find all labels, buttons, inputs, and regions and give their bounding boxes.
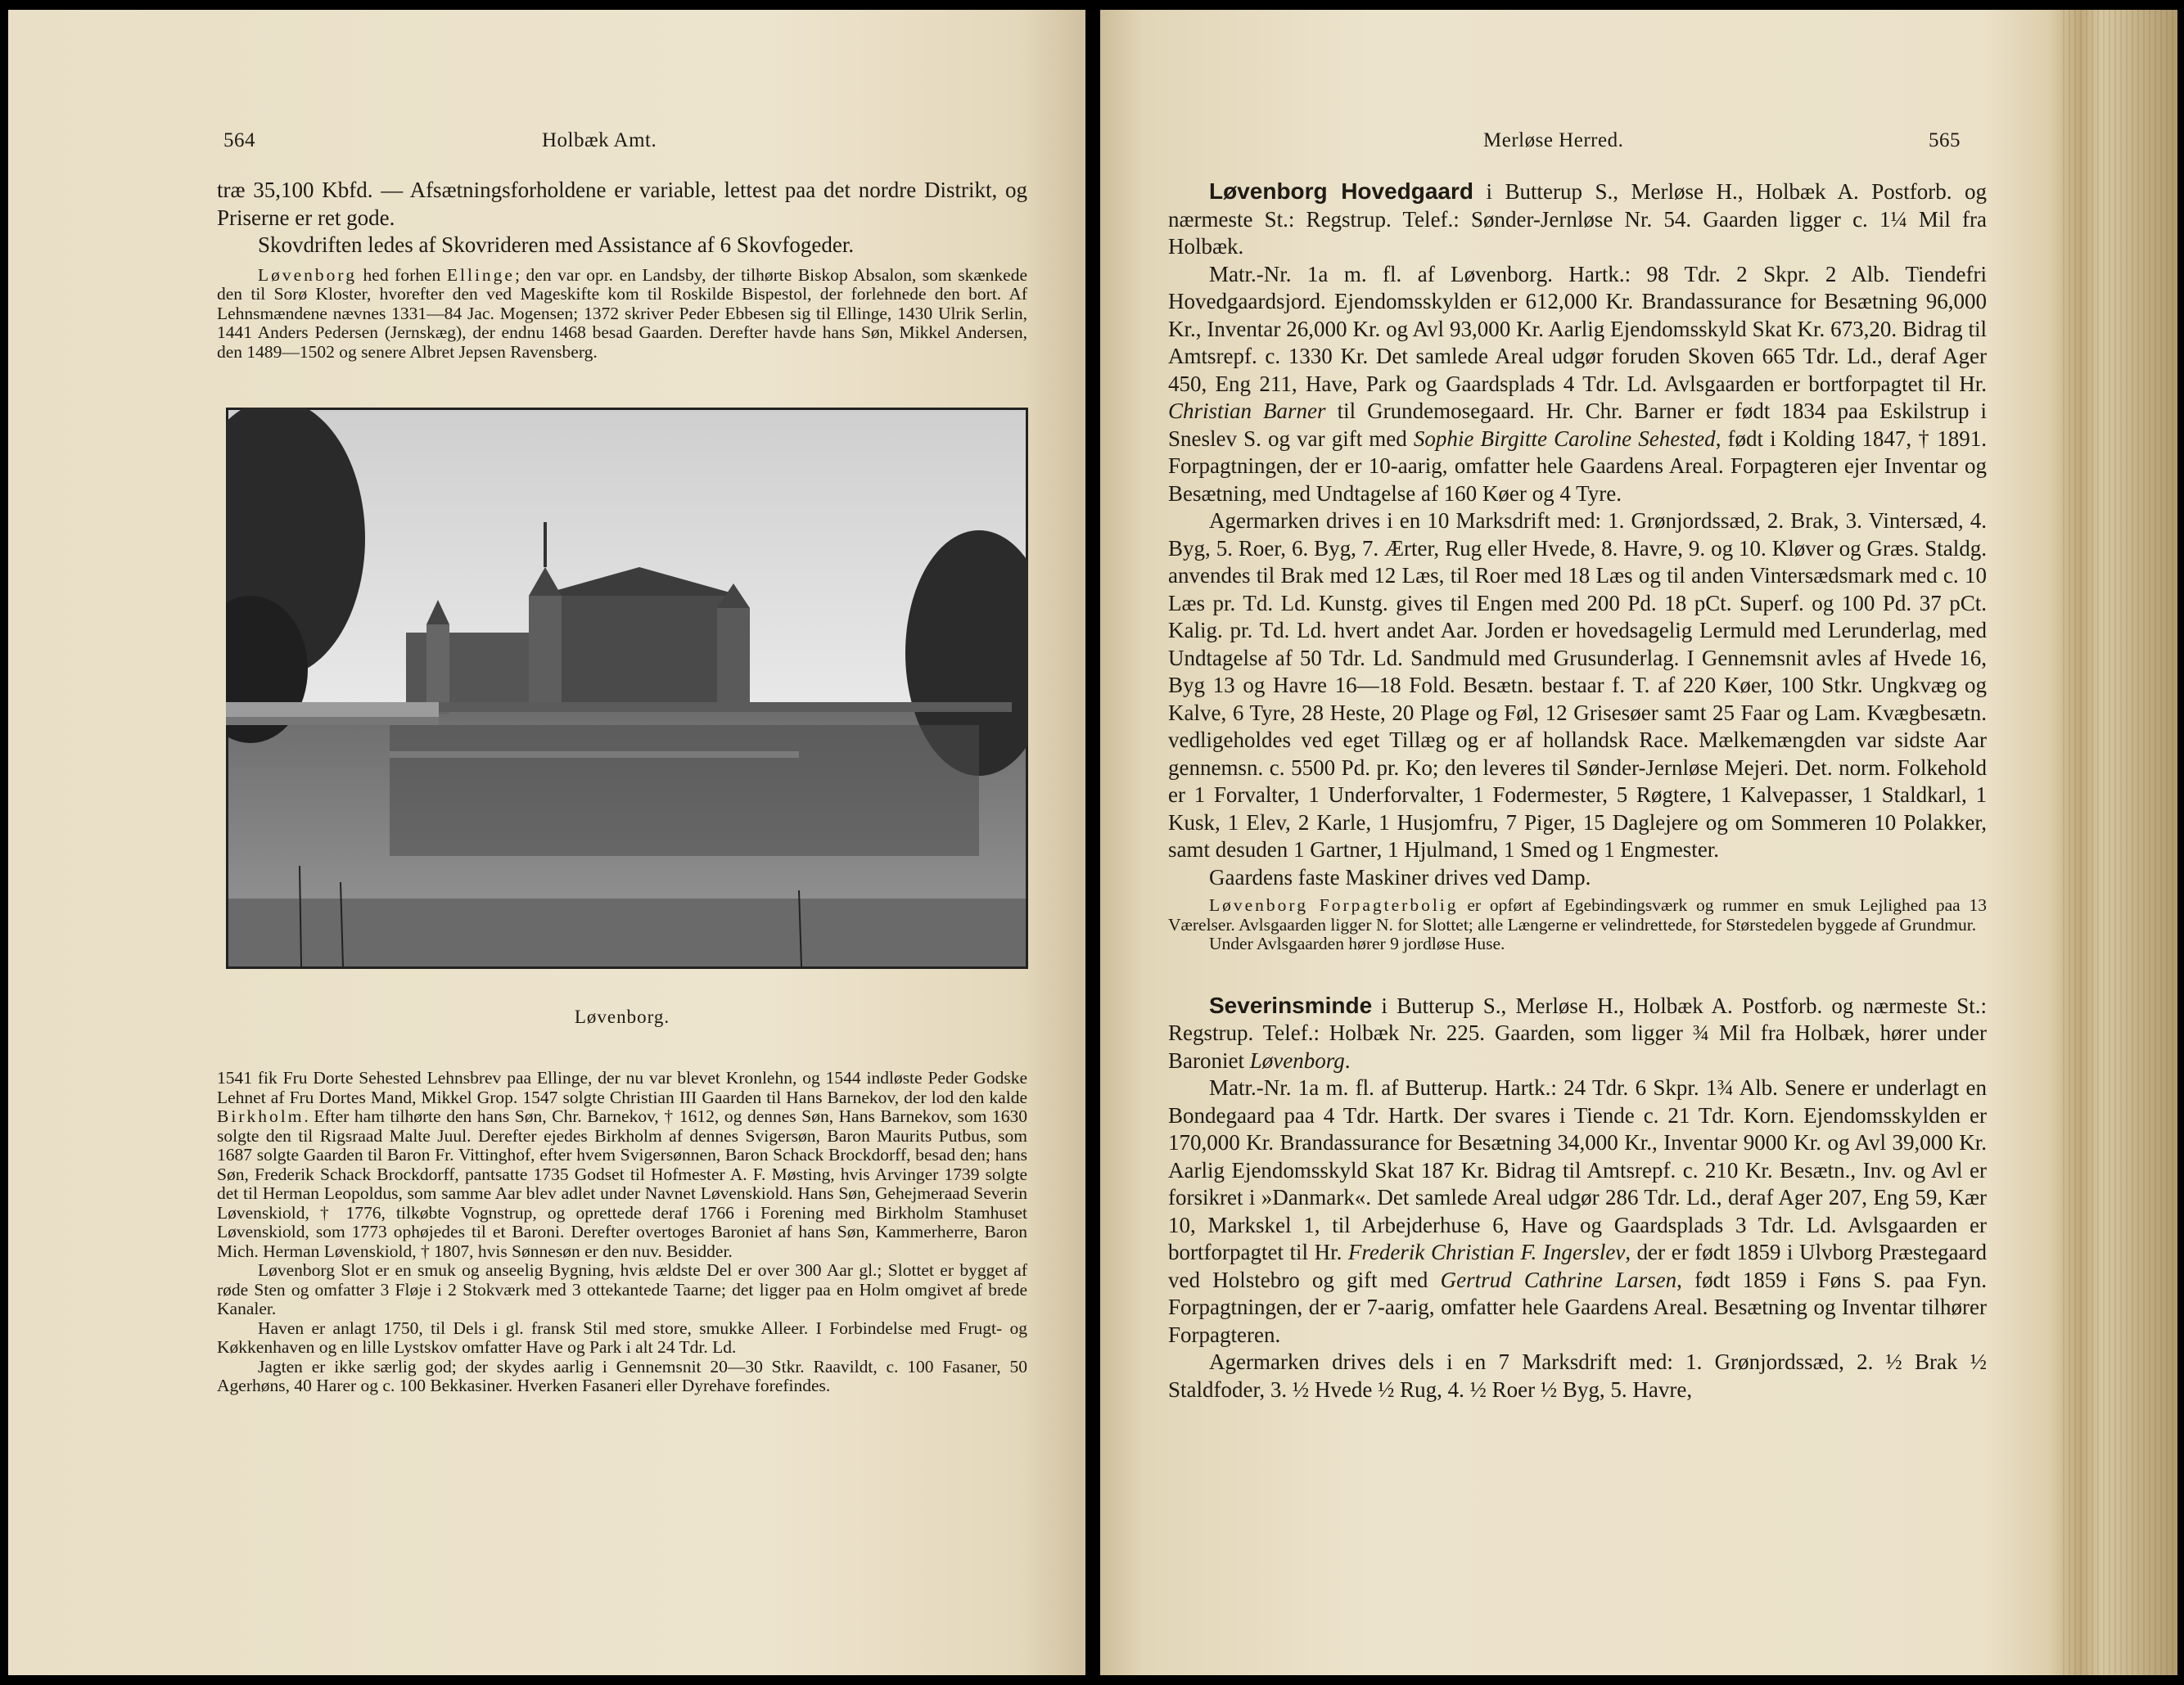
left-top-text bbox=[217, 177, 1027, 362]
left-page bbox=[8, 10, 1085, 1675]
page-number-right: 565 bbox=[1929, 129, 1961, 151]
left-bottom-text bbox=[217, 1069, 1027, 1396]
paragraph: Løvenborg Slot er en smuk og anseelig Bygning, hvis ældste Del er over 300 Aar gl.; Slottet er bygget af røde Sten og omfatter 3 Fløje i 2 Stokværk med 3 ottekantede Taarne; det ligger paa en Holm omgivet af brede Kanaler. bbox=[217, 1260, 1027, 1318]
photo-caption: Løvenborg. bbox=[574, 1007, 670, 1027]
small-paragraph: Løvenborg Forpagterbolig er opført af Egebindingsværk og rummer en smuk Lejlighed paa 13 Værelser. Avlsgaarden ligger N. for Slottet; alle Længerne er velindrettede, for Størstedelen byggede af Grundmur. bbox=[1168, 895, 1988, 935]
entry-lovenborg: Løvenborg Hovedgaard i Butterup S., Merløse H., Holbæk A. Postforb. og nærmeste St.: Regstrup. Telef.: Sønder-Jernløse Nr. 54. Gaarden ligger c. 1¼ Mil fra Holbæk. bbox=[1168, 178, 1987, 259]
paragraph: Skovdriften ledes af Skovrideren med Assistance af 6 Skovfogeder. bbox=[258, 232, 855, 257]
paragraph: Matr.-Nr. 1a m. fl. af Løvenborg. Hartk.: 98 Tdr. 2 Skpr. 2 Alb. Tiendefri Hovedgaardsjord. Ejendomsskylden er 612,000 Kr. Brandassurance for Besætning 96,000 Kr., Inventar 26,000 Kr. og Avl 93,000 Kr. Aarlig Ejendomsskyld Skat Kr. 673,20. Bidrag til Amtsrepf. c. 1330 Kr. Det samlede Areal udgør foruden Skoven 665 Tdr. Ld., deraf Ager 450, Eng 211, Have, Park og Gaardsplads 4 Tdr. Ld. Avlsgaarden er bortforpagtet til Hr. Christian Barner til Grundemosegaard. Hr. Chr. Barner er født 1834 paa Eskilstrup i Sneslev S. og var gift med Sophie Birgitte Caroline Sehested, født i Kolding 1847, † 1891. Forpagtningen, der er 10-aarig, omfatter hele Gaardens Areal. Forpagteren ejer Inventar og Besætning, med Undtagelse af 160 Køer og 4 Tyre. bbox=[1168, 261, 1987, 506]
paragraph: Matr.-Nr. 1a m. fl. af Butterup. Hartk.: 24 Tdr. 6 Skpr. 1¾ Alb. Senere er underlagt en Bondegaard paa 4 Tdr. Hartk. Der svares i Tiende c. 21 Tdr. Korn. Ejendomsskylden er 170,000 Kr. Brandassurance for Besætning 34,000 Kr., Inventar 9000 Kr. og Avl 39,000 Kr. Aarlig Ejendomsskyld Skat 187 Kr. Bidrag til Amtsrepf. c. 210 Kr. Besætn., Inv. og Avl er forsikret i »Danmark«. Det samlede Areal udgør 286 Tdr. Ld., deraf Ager 207, Eng 59, Kær 10, Markskel 1, til Arbejderhuse 6, Have og Gaardsplads 3 Tdr. Ld. Avlsgaarden er bortforpagtet til Hr. Frederik Christian F. Ingerslev, der er født 1859 i Ulvborg Præstegaard ved Holstebro og gift med Gertrud Cathrine Larsen, født 1859 i Føns S. paa Fyn. Forpagtningen, der er 7-aarig, omfatter hele Gaardens Areal. Besætning og Inventar tilhører Forpagteren. bbox=[1168, 1075, 1987, 1347]
history-continued: 1541 fik Fru Dorte Sehested Lehnsbrev paa Ellinge, der nu var blevet Kronlehn, og 1544 indløste Peder Godske Lehnet af Fru Dortes Mand, Mikkel Grop. 1547 solgte Christian III Gaarden til Hans Barnekov, der lod den kalde Birkholm. Efter ham tilhørte den hans Søn, Chr. Barnekov, † 1612, og dennes Søn, Hans Barnekov, som 1630 solgte den til Rigsraad Malte Juul. Derefter ejedes Birkholm af dennes Svigersøn, Baron Maurits Putbus, som 1687 solgte Gaarden til Baron Fr. Vittinghof, efter hvem Svigersønnen, Baron Schack Brockdorff, besad den; hans Søn, Frederik Schack Brockdorff, pantsatte 1735 Godset til Hofmester A. F. Møsting, hvis Arvinger 1739 solgte det til Herman Leopoldus, som samme Aar blev adlet under Navnet Løvenskiold. Hans Søn, Gehejmeraad Severin Løvenskiold, † 1776, tilkøbte Vognstrup, og oprettede deraf 1766 i Forening med Birkholm Stamhuset Løvenskiold, som 1773 ophøjedes til et Baroni. Derefter overtoges Baroniet af hans Søn, Kammerherre, Baron Mich. Herman Løvenskiold, † 1807, hvis Sønnesøn er den nuv. Besidder. bbox=[217, 1068, 1027, 1261]
page-edge bbox=[2063, 10, 2177, 1675]
small-paragraph: Under Avlsgaarden hører 9 jordløse Huse. bbox=[1209, 934, 1505, 953]
name-spaced: Birkholm bbox=[217, 1106, 305, 1126]
name-spaced: Løvenborg bbox=[258, 264, 357, 285]
name-spaced: Ellinge bbox=[446, 264, 515, 285]
right-page bbox=[1100, 10, 2177, 1675]
running-head-left: Holbæk Amt. bbox=[542, 129, 657, 151]
history-intro: Løvenborg hed forhen Ellinge; den var opr. en Landsby, der tilhørte Biskop Absalon, som skænkede den til Sorø Kloster, hvorefter den ved Mageskifte kom til Roskilde Bispestol, der forlehnede den bort. Af Lehnsmændene nævnes 1331—84 Jac. Mogensen; 1372 skriver Peder Ebbesen sig til Ellinge, 1430 Ulrik Serlin, 1441 Anders Pedersen (Jernskæg), der endnu 1468 besad Gaarden. Derefter havde hans Søn, Mikkel Andersen, den 1489—1502 og senere Albret Jepsen Ravensberg. bbox=[217, 264, 1028, 362]
page-number-left: 564 bbox=[223, 129, 255, 151]
paragraph: Jagten er ikke særlig god; der skydes aarlig i Gennemsnit 20—30 Stkr. Raavildt, c. 100 Fasaner, 50 Agerhøns, 40 Harer og c. 100 Bekkasiner. Hverken Fasaneri eller Dyrehave forefindes. bbox=[217, 1356, 1027, 1395]
paragraph: Haven er anlagt 1750, til Dels i gl. fransk Stil med store, smukke Alleer. I Forbindelse med Frugt- og Køkkenhaven og en lille Lystskov omfatter Have og Park i alt 24 Tdr. Ld. bbox=[217, 1318, 1027, 1357]
paragraph: Gaardens faste Maskiner drives ved Damp. bbox=[1209, 864, 1591, 890]
entry-heading: Severinsminde bbox=[1209, 992, 1373, 1018]
entry-severinsminde: Severinsminde i Butterup S., Merløse H., Holbæk A. Postforb. og nærmeste St.: Regstrup. Telef.: Holbæk Nr. 225. Gaarden, som ligger ¾ Mil fra Holbæk, hører under Baroniet Løvenborg. bbox=[1168, 992, 1987, 1073]
lovenborg-castle-photo bbox=[226, 408, 1028, 969]
right-text bbox=[1168, 178, 1987, 1403]
running-head-right: Merløse Herred. bbox=[1483, 129, 1624, 151]
paragraph: Agermarken drives i en 10 Marksdrift med: 1. Grønjordssæd, 2. Brak, 3. Vintersæd, 4. Byg, 5. Roer, 6. Byg, 7. Ærter, Rug eller Hvede, 8. Havre, 9. og 10. Kløver og Græs. Staldg. anvendes til Brak med 12 Læs, til Roer med 18 Læs og til anden Vintersædsmark med c. 10 Læs pr. Td. Ld. Kunstg. gives til Engen med 200 Pd. 18 pCt. Superf. og 100 Pd. 37 pCt. Kalig. pr. Td. Ld. hvert andet Aar. Jorden er hovedsagelig Lermuld med Lerunderlag, med Undtagelse af 50 Tdr. Ld. Sandmuld med Grusunderlag. I Gennemsnit avles af Hvede 16, Byg 13 og Havre 16—18 Fold. Besætn. bestaar f. T. af 220 Køer, 100 Stkr. Ungkvæg og Kalve, 6 Tyre, 28 Heste, 20 Plage og Føl, 12 Grisesøer samt 25 Faar og Lam. Kvægbesætn. vedligeholdes ved eget Tillæg og er af hollandsk Race. Mælkemængden var sidste Aar gennemsn. c. 5500 Pd. pr. Ko; den leveres til Sønder-Jernløse Mejeri. Det. norm. Folkehold er 1 Forvalter, 1 Underforvalter, 1 Fodermester, 5 Røgtere, 1 Kalvepasser, 1 Staldkarl, 1 Kusk, 1 Elev, 2 Karle, 1 Husjomfru, 7 Piger, 15 Daglejere og om Sommeren 10 Polakker, samt desuden 1 Gartner, 1 Hjulmand, 1 Smed og 1 Engmester. bbox=[1168, 508, 1987, 862]
paragraph: træ 35,100 Kbfd. — Afsætningsforholdene er variable, lettest paa det nordre Distrikt, og Priserne er ret gode. bbox=[217, 178, 1027, 230]
entry-heading: Løvenborg Hovedgaard bbox=[1209, 178, 1474, 204]
paragraph: Agermarken drives dels i en 7 Marksdrift med: 1. Grønjordssæd, 2. ½ Brak ½ Staldfoder, 3. ½ Hvede ½ Rug, 4. ½ Roer ½ Byg, 5. Havre, bbox=[1168, 1349, 1987, 1402]
